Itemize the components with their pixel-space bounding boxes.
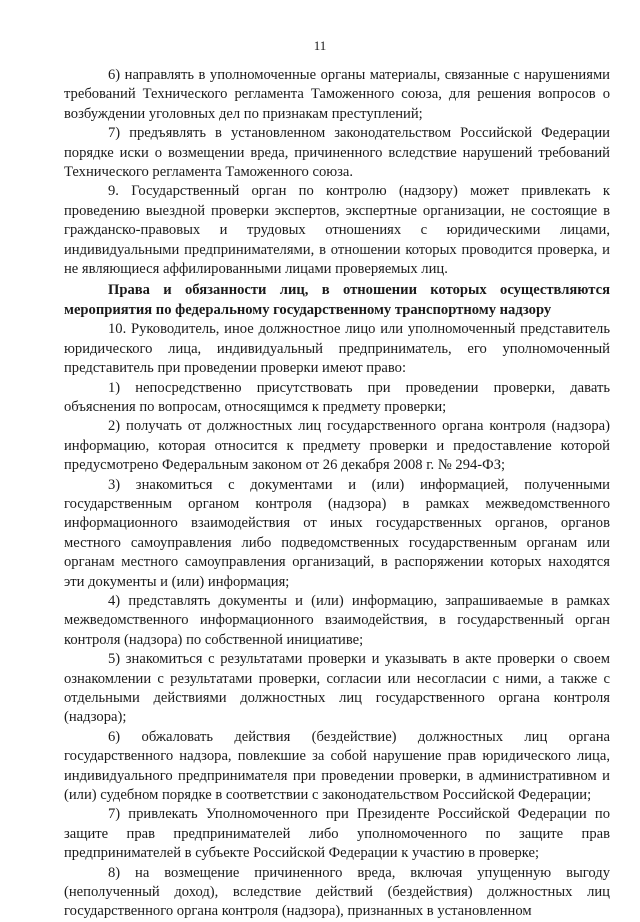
- paragraph-section-10: 10. Руководитель, иное должностное лицо или уполномоченный представитель юридического лица, индивидуальный предприниматель, его уполномоченный представитель при проведении проверки имеют право:: [64, 321, 610, 377]
- document-body: [64, 66, 610, 922]
- paragraph-right-1: 1) непосредственно присутствовать при проведении проверки, давать объяснения по вопросам, относящимся к предмету проверки;: [64, 379, 610, 415]
- paragraph-right-3: 3) знакомиться с документами и (или) информацией, полученными государственным органом контроля (надзора) в рамках межведомственного информационного взаимодействия от иных государственных органов, органов местного самоуправления либо подведомственных государственным органам или органам местного самоуправления организаций, в распоряжении которых находятся эти документы и (или) информация;: [64, 476, 610, 590]
- paragraph-right-2: 2) получать от должностных лиц государственного органа контроля (надзора) информацию, которая относится к предмету проверки и предоставление которой предусмотрено Федеральным законом от 26 декабря 2008 г. № 294-ФЗ;: [64, 418, 610, 474]
- paragraph-right-4: 4) представлять документы и (или) информацию, запрашиваемые в рамках межведомственного информационного взаимодействия, в государственный орган контроля (надзора) по собственной инициативе;: [64, 592, 610, 648]
- paragraph-right-8: 8) на возмещение причиненного вреда, включая упущенную выгоду (неполученный доход), вследствие действий (бездействия) должностных лиц государственного органа контроля (надзора), признанных в установленном: [64, 864, 610, 920]
- page-number: 11: [313, 38, 327, 53]
- paragraph-section-9: 9. Государственный орган по контролю (надзору) может привлекать к проведению выездной проверки экспертов, экспертные организации, не состоящие в гражданско-правовых и трудовых отношениях с юридическими лицами, индивидуальными предпринимателями, в отношении которых проводится проверка, и не являющиеся аффилированными лицами проверяемых лиц.: [64, 183, 610, 278]
- section-heading: Права и обязанности лиц, в отношении которых осуществляются мероприятия по федеральному государственному транспортному надзору: [64, 282, 610, 318]
- paragraph-item-6: 6) направлять в уполномоченные органы материалы, связанные с нарушениями требований Технического регламента Таможенного союза, для решения вопросов о возбуждении уголовных дел по признакам преступлений;: [64, 67, 610, 122]
- paragraph-right-6: 6) обжаловать действия (бездействие) должностных лиц органа государственного надзора, повлекшие за собой нарушение прав юридического лица, индивидуального предпринимателя при проведении проверки, в административном и (или) судебном порядке в соответствии с законодательством Российской Федерации;: [64, 728, 610, 804]
- paragraph-right-5: 5) знакомиться с результатами проверки и указывать в акте проверки о своем ознакомлении с результатами проверки, согласии или несогласии с ними, а также с отдельными действиями должностных лиц государственного органа контроля (надзора);: [64, 651, 610, 726]
- paragraph-right-7: 7) привлекать Уполномоченного при Президенте Российской Федерации по защите прав предпринимателей либо уполномоченного по защите прав предпринимателей в субъекте Российской Федерации к участию в проверке;: [64, 806, 610, 862]
- paragraph-item-7: 7) предъявлять в установленном законодательством Российской Федерации порядке иски о возмещении вреда, причиненного вследствие нарушений требований Технического регламента Таможенного союза.: [64, 125, 610, 181]
